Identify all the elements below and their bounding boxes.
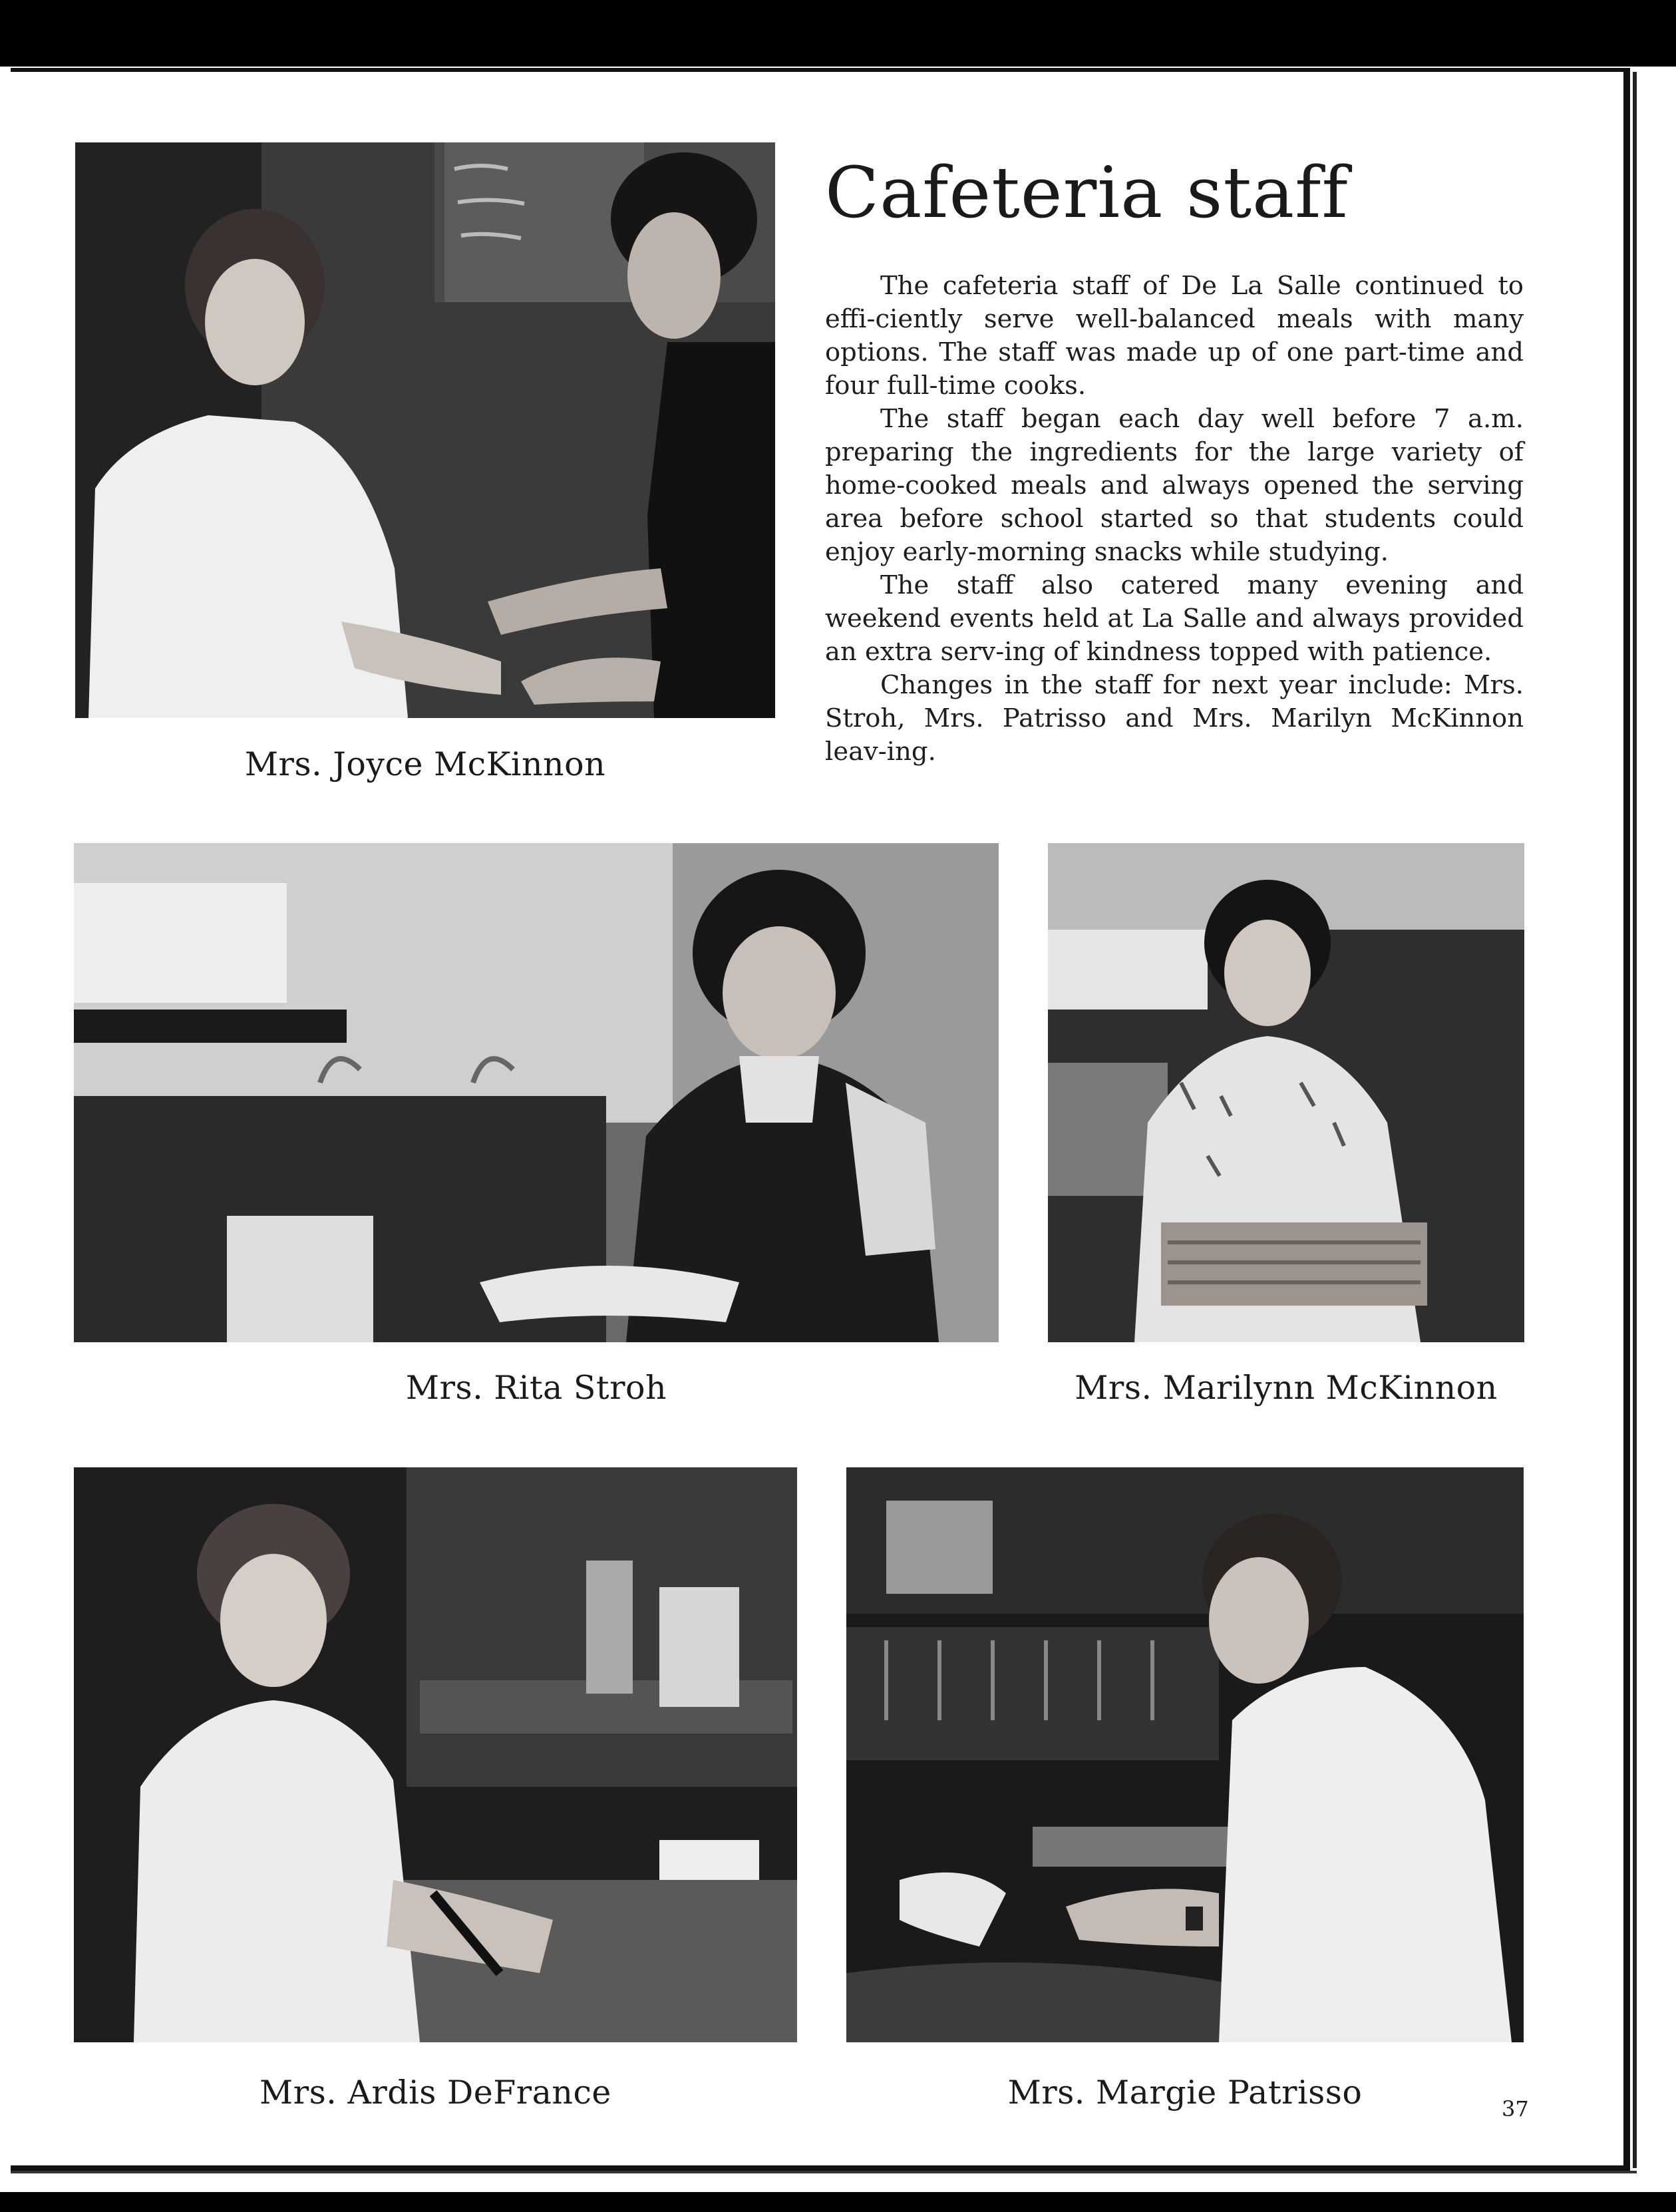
- scan-border-top: [0, 0, 1676, 67]
- photo-rita-stroh: [74, 843, 999, 1342]
- photo-caption: Mrs. Marilynn McKinnon: [1075, 1369, 1498, 1407]
- article-paragraph: The cafeteria staff of De La Salle continued to effi-ciently serve well-balanced meals with many options. The staff was made up of one part-time and four full-time cooks.: [825, 271, 1524, 401]
- photo-caption: Mrs. Ardis DeFrance: [259, 2074, 611, 2112]
- article-paragraph: Changes in the staff for next year include: Mrs. Stroh, Mrs. Patrisso and Mrs. Marilyn McKinnon leav-ing.: [825, 670, 1524, 767]
- photo-caption: Mrs. Rita Stroh: [405, 1369, 667, 1407]
- photo-caption: Mrs. Margie Patrisso: [1007, 2074, 1363, 2112]
- page-frame-shadow: [1633, 72, 1637, 2168]
- scan-border-bottom: [0, 2192, 1676, 2212]
- photo-marilynn-mckinnon: [1048, 843, 1524, 1342]
- page-number: 37: [1502, 2096, 1529, 2121]
- photo-ardis-defrance: [74, 1467, 797, 2042]
- article-body: [825, 270, 1524, 769]
- page-title: Cafeteria staff: [825, 152, 1349, 234]
- photo-joyce-mckinnon: [75, 142, 775, 718]
- page-frame-rule: [11, 2171, 1637, 2173]
- article-paragraph: The staff also catered many evening and weekend events held at La Salle and always provided an extra serv-ing of kindness topped with patience.: [825, 570, 1524, 667]
- photo-margie-patrisso: [846, 1467, 1524, 2042]
- article-paragraph: The staff began each day well before 7 a.m. preparing the ingredients for the large variety of home-cooked meals and always opened the serving area before school started so that students could enjoy early-morning snacks while studying.: [825, 404, 1524, 567]
- photo-caption: Mrs. Joyce McKinnon: [244, 745, 606, 783]
